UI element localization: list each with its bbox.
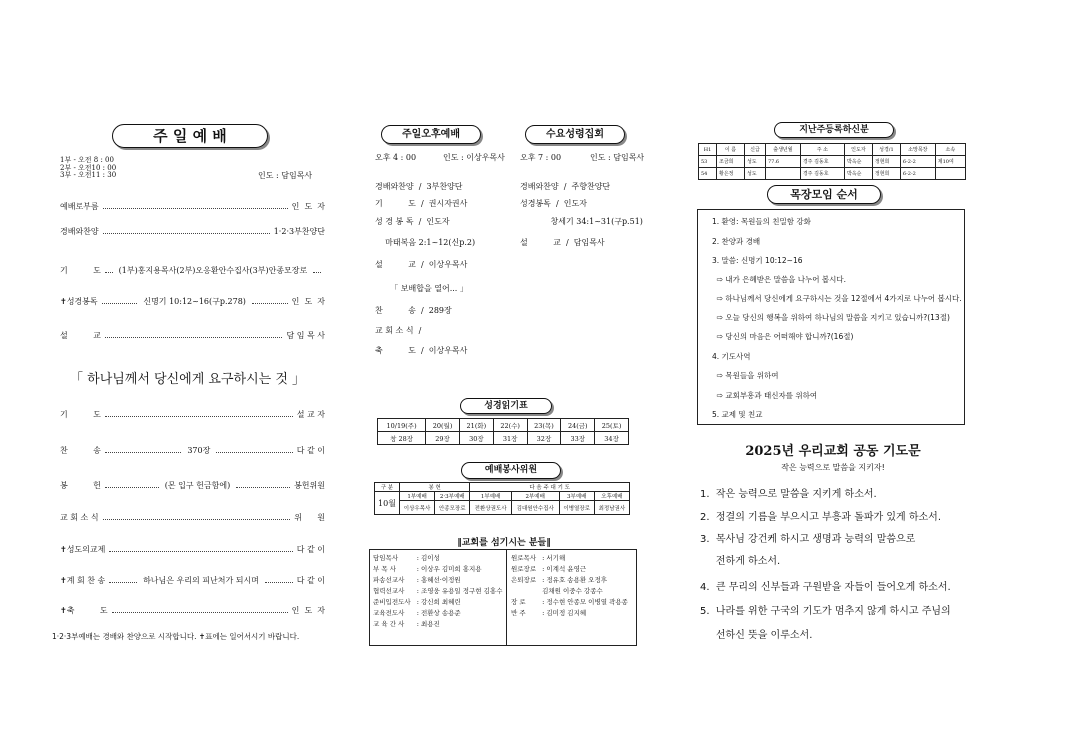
- bible-day: 22(수): [493, 419, 527, 432]
- bible-chapter: 32장: [527, 432, 561, 445]
- staff-role: 협력선교사: [373, 587, 405, 595]
- newcomers-cell: 경주 김동호: [800, 156, 844, 168]
- leader-dots: [109, 582, 137, 583]
- service-order-label: 봉 헌: [60, 481, 101, 490]
- staff-row: [508, 607, 631, 618]
- staff-names: : 홍혜선·이정원: [416, 576, 461, 584]
- wednesday-service-title: 수요성령집회: [525, 125, 625, 144]
- service-order-row: [60, 296, 325, 307]
- afternoon-service-title: 주일오후예배: [381, 125, 481, 144]
- service-order-person: 설 교 자: [296, 410, 325, 419]
- staff-row: [370, 585, 506, 596]
- servers-title: 예배봉사위원: [461, 462, 561, 479]
- bible-chapter: 33장: [561, 432, 595, 445]
- service-order-person: 다 같 이: [296, 576, 326, 585]
- newcomers-head: 신급: [744, 144, 765, 156]
- service-order-row: [60, 605, 325, 616]
- staff-row: [370, 596, 506, 607]
- newcomers-cell: 77.6: [765, 156, 800, 168]
- bible-day: 23(목): [527, 419, 561, 432]
- service-order-label: 찬 송: [60, 446, 101, 455]
- service-order-detail: 370장: [187, 446, 211, 455]
- newcomers-head-row: [699, 144, 966, 156]
- servers-head: 구 분: [375, 483, 400, 492]
- bible-day: 10/19(주): [378, 419, 426, 432]
- bible-day: 21(화): [459, 419, 493, 432]
- leader-dots: [102, 303, 138, 304]
- leader-dots: [252, 303, 288, 304]
- service-order-row: [60, 544, 325, 555]
- servers-name: 안종모장로: [435, 501, 470, 515]
- bible-chapter: 29장: [426, 432, 460, 445]
- meeting-title: 목장모임 순서: [767, 185, 881, 204]
- staff-row: [508, 563, 631, 574]
- staff-left-list: [370, 552, 506, 629]
- servers-names-row: [375, 501, 630, 515]
- leader-dots: [313, 272, 321, 273]
- staff-row: [370, 574, 506, 585]
- staff-names: : 최용진: [416, 620, 440, 628]
- service-footer-note: 1·2·3부예배는 경배와 찬양으로 시작합니다. ✝표에는 일어서시기 바랍니다.: [52, 632, 300, 641]
- service-time-1: 1부 - 오전 8 : 00: [60, 156, 114, 164]
- staff-role: 파송선교사: [373, 576, 405, 584]
- service-order-person: 1·2·3부찬양단: [273, 227, 325, 236]
- service-order-label: 경배와찬양: [60, 227, 99, 236]
- staff-row: [508, 596, 631, 607]
- service-time-2: 2부 - 오전10 : 00: [60, 163, 117, 172]
- prayer-item: 1. 작은 능력으로 말씀을 지키게 하소서.: [700, 489, 877, 500]
- bible-reading-table: [377, 418, 629, 445]
- staff-row: [370, 552, 506, 563]
- bible-chapter: 34장: [595, 432, 629, 445]
- newcomers-cell: 6-2-2: [900, 168, 935, 180]
- staff-row: [508, 552, 631, 563]
- servers-sub: 2·3부예배: [435, 492, 470, 501]
- staff-names: : 이상우 김미희 홍지용: [416, 565, 482, 573]
- staff-role: 담임목사: [373, 554, 399, 562]
- list-item: ⇨ 내가 은혜받은 말씀을 나누어 봅시다.: [712, 275, 847, 284]
- list-item: ⇨ 교회부흥과 태신자를 위하여: [712, 391, 818, 400]
- leader-dots: [105, 272, 113, 273]
- newcomers-head: 성경/1: [872, 144, 900, 156]
- servers-name: 최정남권사: [594, 501, 629, 515]
- afternoon-time: 오후 4 : 00: [375, 153, 417, 162]
- newcomers-head: 소망목장: [900, 144, 935, 156]
- service-order-row: [60, 265, 325, 276]
- staff-role: [508, 585, 539, 596]
- newcomers-cell: 정현희: [872, 156, 900, 168]
- list-item: ⇨ 오늘 당신의 행복을 위하여 하나님의 말씀을 지키고 있습니까?(13절): [712, 313, 950, 322]
- service-order-label: ✝성도의교제: [60, 545, 106, 554]
- servers-name: 전환상권도사: [470, 501, 511, 515]
- staff-role: 교육전도사: [373, 609, 405, 617]
- afternoon-leader: 인도 : 이상우목사: [443, 153, 505, 162]
- service-order-row: [60, 409, 325, 420]
- staff-role: 원로장로: [511, 565, 537, 573]
- leader-dots: [103, 519, 291, 520]
- service-order-detail: 신명기 10:12~16(구p.278): [143, 297, 246, 306]
- staff-role: 준비입전도사: [373, 598, 411, 606]
- afternoon-line: 마태복음 2:1~12(신p.2): [375, 238, 476, 247]
- afternoon-line: 경배와찬양 / 3부찬양단: [375, 182, 463, 191]
- leader-dots: [236, 487, 290, 488]
- wednesday-leader: 인도 : 담임목사: [590, 153, 645, 162]
- prayer-item: 선하신 뜻을 이루소서.: [700, 630, 813, 641]
- service-order-person: 다 같 이: [296, 446, 326, 455]
- servers-sub: 1부예배: [470, 492, 511, 501]
- staff-role: 부 목 사: [373, 565, 396, 573]
- afternoon-line: 설 교 / 이상우목사: [375, 260, 468, 269]
- wednesday-line: 설 교 / 담임목사: [520, 238, 605, 247]
- newcomers-head: 이 름: [716, 144, 744, 156]
- service-order-label: 기 도: [60, 266, 101, 275]
- prayer-item: 전하게 하소서.: [700, 556, 781, 567]
- servers-name: 이상우목사: [400, 501, 435, 515]
- servers-sub: 오후예배: [594, 492, 629, 501]
- afternoon-line: 「 보배합을 열어... 」: [375, 284, 468, 293]
- wednesday-line: 창세기 34:1~31(구p.51): [520, 217, 643, 226]
- service-order-row: [60, 512, 325, 523]
- service-order-person: 인 도 자: [291, 202, 325, 211]
- servers-head-row: [375, 483, 630, 492]
- newcomers-cell: 53: [699, 156, 717, 168]
- newcomers-cell: 조금희: [716, 156, 744, 168]
- service-order-row: [60, 445, 325, 456]
- staff-names: : 이계석 윤영근: [542, 565, 587, 573]
- staff-row: [370, 607, 506, 618]
- leader-dots: [103, 208, 288, 209]
- service-order-row: [60, 330, 325, 341]
- staff-role: 교 육 간 사: [373, 620, 405, 628]
- servers-sub: 1부예배: [400, 492, 435, 501]
- afternoon-line: 기 도 / 권시자권사: [375, 199, 468, 208]
- service-order-row: [60, 201, 325, 212]
- service-order-row: [60, 480, 325, 491]
- newcomers-head: 출생년월: [765, 144, 800, 156]
- staff-row: [370, 563, 506, 574]
- newcomers-head: 주 소: [800, 144, 844, 156]
- sunday-service-title: 주 일 예 배: [112, 124, 268, 148]
- bible-chapter: 창 28장: [378, 432, 426, 445]
- servers-sub: 2부예배: [511, 492, 559, 501]
- staff-role: 은퇴장로: [511, 576, 537, 584]
- newcomers-head: 소속: [935, 144, 965, 156]
- staff-names: : 정수현 안종모 이병열 곽용종: [542, 598, 628, 606]
- list-item: ⇨ 당신의 마음은 어떠해야 합니까?(16절): [712, 332, 854, 341]
- newcomers-title: 지난주등록하신분: [774, 122, 894, 138]
- staff-title: ‖교회를 섬기시는 분들‖: [457, 538, 551, 548]
- prayer-title: 2025년 우리교회 공동 기도문: [745, 444, 921, 459]
- prayer-subtitle: 작은 능력으로 말씀을 지키자!: [781, 463, 885, 472]
- list-item: 2. 찬양과 경배: [712, 237, 761, 246]
- list-item: 1. 환영: 목원들의 친밀함 강화: [712, 217, 811, 226]
- newcomers-cell: 제10여: [935, 156, 965, 168]
- newcomers-cell: 경주 김동호: [800, 168, 844, 180]
- service-order-person: 담 임 목 사: [286, 331, 325, 340]
- staff-names: : 조영웅 유용일 정구현 김홍수: [416, 587, 503, 595]
- staff-row: [508, 574, 631, 585]
- servers-month: 10월: [375, 492, 400, 515]
- list-item: ⇨ 하나님께서 당신에게 요구하시는 것을 12절에서 4가지로 나누어 봅시다.: [712, 294, 962, 303]
- leader-dots: [265, 582, 293, 583]
- prayer-item: 5. 나라를 위한 구국의 기도가 멈추지 않게 하시고 주님의: [700, 606, 951, 617]
- service-order-person: 봉헌위원: [294, 481, 325, 490]
- leader-dots: [105, 487, 159, 488]
- service-order-person: 인 도 자: [291, 297, 325, 306]
- service-order-label: ✝축 도: [60, 606, 108, 615]
- sunday-leader: 인도 : 담임목사: [258, 171, 313, 180]
- staff-role: 장 로: [511, 598, 526, 606]
- afternoon-line: 성 경 봉 독 / 인도자: [375, 217, 450, 226]
- service-order-person: 다 같 이: [296, 545, 325, 554]
- servers-name: 이병열장로: [559, 501, 594, 515]
- service-order-label: 설 교: [60, 331, 101, 340]
- servers-name: 김대원안수집사: [511, 501, 559, 515]
- newcomers-cell: [765, 168, 800, 180]
- newcomers-cell: 정현희: [872, 168, 900, 180]
- bible-day: 20(월): [426, 419, 460, 432]
- newcomers-table: [698, 143, 966, 180]
- service-order-label: ✝성경봉독: [60, 297, 98, 306]
- leader-dots: [105, 337, 283, 338]
- list-item: 4. 기도사역: [712, 352, 751, 361]
- newcomers-cell: 박옥순: [844, 156, 872, 168]
- staff-names: : 정유호 송용환 오정후: [542, 576, 608, 584]
- afternoon-line: 축 도 / 이상우목사: [375, 346, 468, 355]
- afternoon-line: 교 회 소 식 /: [375, 326, 422, 335]
- newcomers-cell: 성도: [744, 156, 765, 168]
- bible-chapters-row: [378, 432, 629, 445]
- newcomers-cell: 6-2-2: [900, 156, 935, 168]
- list-item: 5. 교제 및 친교: [712, 410, 763, 419]
- staff-names: : 강신희 최혜린: [416, 598, 461, 606]
- servers-sub-row: [375, 492, 630, 501]
- servers-sub: 3부예배: [559, 492, 594, 501]
- leader-dots: [105, 416, 293, 417]
- wednesday-line: 경배와찬양 / 주향찬양단: [520, 182, 611, 191]
- bible-reading-title: 성경읽기표: [460, 398, 552, 414]
- leader-dots: [109, 551, 292, 552]
- sermon-title: 「 하나님께서 당신에게 요구하시는 것 」: [70, 372, 306, 387]
- list-item: 3. 말씀: 신명기 10:12~16: [712, 256, 803, 265]
- staff-row: [508, 585, 631, 596]
- staff-box: [369, 549, 637, 646]
- newcomers-head: 인도자: [844, 144, 872, 156]
- staff-role: 반 주: [511, 609, 526, 617]
- service-times: [60, 157, 116, 180]
- service-order-row: [60, 226, 325, 237]
- service-order-label: ✝계 회 찬 송: [60, 576, 106, 585]
- service-order-row: [60, 575, 325, 586]
- bible-chapter: 30장: [459, 432, 493, 445]
- bible-day: 24(금): [561, 419, 595, 432]
- table-row: [699, 156, 966, 168]
- service-order-detail: 하나님은 우리의 피난처가 되시며: [143, 576, 259, 585]
- service-order-label: 기 도: [60, 410, 101, 419]
- staff-role: 원로목사: [511, 554, 537, 562]
- prayer-item: 3. 목사님 강건케 하시고 생명과 능력의 말씀으로: [700, 534, 916, 545]
- table-row: [699, 168, 966, 180]
- prayer-item: 4. 큰 무리의 신부들과 구원받을 자들이 들어오게 하소서.: [700, 582, 951, 593]
- newcomers-head: H1: [699, 144, 717, 156]
- staff-names: : 서기해: [542, 554, 566, 562]
- prayer-item: 2. 정결의 기름을 부으시고 부흥과 돌파가 있게 하소서.: [700, 512, 942, 523]
- service-order-detail: (1부)홍지용목사(2부)오응환안수집사(3부)안종모장로: [118, 266, 308, 275]
- staff-names: : 김이성: [416, 554, 440, 562]
- servers-head: 봉 헌: [400, 483, 470, 492]
- service-order-label: 교 회 소 식: [60, 513, 99, 522]
- leader-dots: [112, 612, 288, 613]
- newcomers-cell: 성도: [744, 168, 765, 180]
- leader-dots: [105, 452, 181, 453]
- leader-dots: [216, 452, 292, 453]
- servers-table: [374, 482, 630, 515]
- bible-days-row: [378, 419, 629, 432]
- service-order-person: 위 원: [294, 513, 325, 522]
- newcomers-cell: 박옥순: [844, 168, 872, 180]
- newcomers-cell: 황은정: [716, 168, 744, 180]
- bible-day: 25(토): [595, 419, 629, 432]
- wednesday-time: 오후 7 : 00: [520, 153, 562, 162]
- service-order-detail: (몬 입구 헌금함에): [164, 481, 231, 490]
- newcomers-cell: 54: [699, 168, 717, 180]
- service-order-person: 인 도 자: [291, 606, 325, 615]
- servers-head: 다 음 주 대 기 도: [470, 483, 630, 492]
- bible-chapter: 31장: [493, 432, 527, 445]
- staff-right-list: [508, 552, 631, 618]
- newcomers-cell: [935, 168, 965, 180]
- staff-names: : 전환상 송용준: [416, 609, 461, 617]
- staff-names: 김채원 이중수 강종수: [542, 587, 603, 595]
- staff-names: : 김미정 김지혜: [542, 609, 587, 617]
- service-order-label: 예배로부름: [60, 202, 99, 211]
- afternoon-line: 찬 송 / 289장: [375, 306, 452, 315]
- list-item: ⇨ 목원들을 위하여: [712, 371, 779, 380]
- staff-row: [370, 618, 506, 629]
- wednesday-line: 성경봉독 / 인도자: [520, 199, 587, 208]
- service-time-3: 3부 - 오전11 : 30: [60, 171, 117, 179]
- leader-dots: [103, 233, 270, 234]
